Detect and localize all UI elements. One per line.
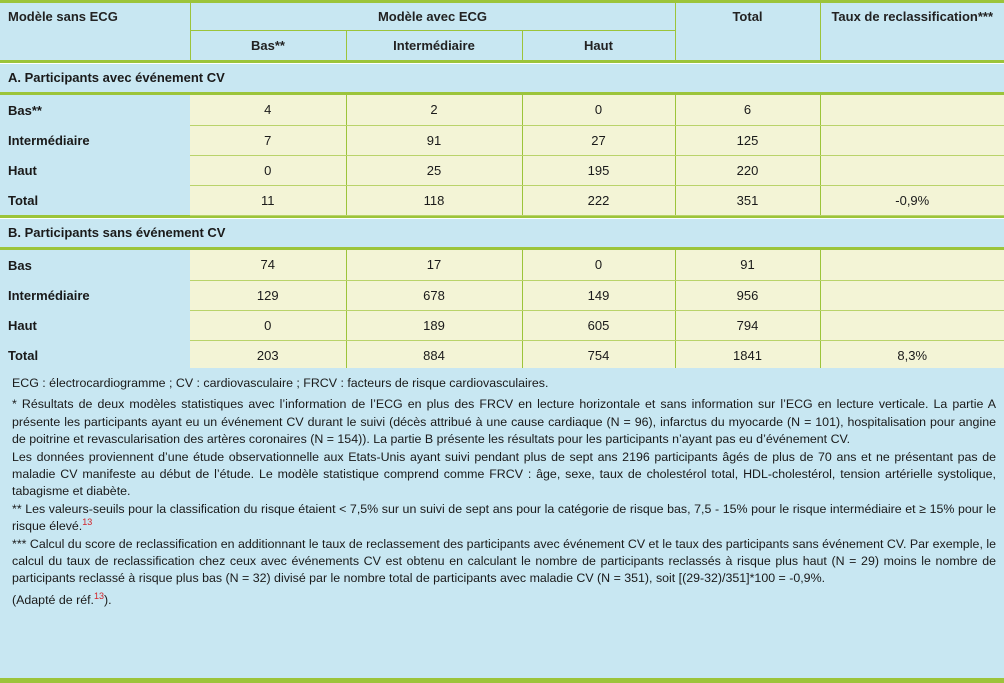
footnote-data-source: Les données proviennent d’une étude observationnelle aux Etats-Unis ayant suivi pendant plus de sept ans 2196 participants âgés de plus de 70 ans et ne présentant pas de maladie CV manifeste au début de l’étude. Le modèle statistique comprend comme FRCV : âge, sexe, taux de cholestérol total, HDL-cholestérol, tension artérielle systolique, tabagisme et diabète.: [12, 449, 996, 499]
cell-low: 74: [190, 250, 346, 280]
header-sub-low: Bas**: [190, 30, 346, 60]
cell-total: 1841: [675, 340, 820, 370]
row-label: Haut: [0, 155, 190, 185]
header-sub-intermediate: Intermédiaire: [346, 30, 522, 60]
footnote-adapted: [12, 592, 996, 609]
table-row: [0, 310, 1004, 340]
row-label: Total: [0, 340, 190, 370]
table-row: [0, 250, 1004, 280]
footnote-star-2-text: ** Les valeurs-seuils pour la classification du risque étaient < 7,5% sur un suivi de sept ans pour la catégorie de risque bas, 7,5 - 15% pour le risque intermédiaire et ≥ 15% pour le risque élevé.: [12, 501, 996, 534]
cell-rate: [820, 280, 1004, 310]
footnote-abbreviations: ECG : électrocardiogramme ; CV : cardiovasculaire ; FRCV : facteurs de risque cardiovasculaires.: [12, 376, 549, 390]
cell-low: 0: [190, 155, 346, 185]
table-row: [0, 155, 1004, 185]
row-label: Bas**: [0, 95, 190, 125]
cell-high: 0: [522, 95, 675, 125]
cell-rate: -0,9%: [820, 185, 1004, 215]
adapted-suffix: ).: [103, 592, 112, 607]
footnote-star-2: [12, 501, 996, 536]
cell-total: 220: [675, 155, 820, 185]
cell-total: 956: [675, 280, 820, 310]
cell-total: 91: [675, 250, 820, 280]
reference-link-13[interactable]: 13: [93, 590, 104, 601]
header-model-with-ecg: Modèle avec ECG: [190, 3, 675, 30]
cell-low: 7: [190, 125, 346, 155]
footnote-star-3: *** Calcul du score de reclassification en additionnant le taux de reclassement des participants avec événement CV et le taux des participants sans événement CV. Par exemple, le calcul du taux de reclassification chez ceux avec événements CV est obtenu en calculant le nombre de participants reclassés à risque plus haut (N = 29) moins le nombre de participants reclassé à risque plus bas (N = 32) divisé par le nombre total de participants avec maladie CV (N = 351), soit [(29-32)/351]*100 = -0,9%.: [12, 536, 996, 586]
cell-high: 0: [522, 250, 675, 280]
cell-high: 605: [522, 310, 675, 340]
header-sub-high: Haut: [522, 30, 675, 60]
cell-intermediate: 118: [346, 185, 522, 215]
cell-low: 203: [190, 340, 346, 370]
cell-intermediate: 2: [346, 95, 522, 125]
cell-low: 0: [190, 310, 346, 340]
table-row-total: [0, 185, 1004, 215]
cell-high: 27: [522, 125, 675, 155]
cell-rate: [820, 310, 1004, 340]
cell-rate: 8,3%: [820, 340, 1004, 370]
table-row: [0, 125, 1004, 155]
cell-total: 351: [675, 185, 820, 215]
header-row-1: [0, 3, 1004, 30]
header-model-without-ecg: Modèle sans ECG: [8, 9, 118, 24]
cell-rate: [820, 155, 1004, 185]
cell-intermediate: 189: [346, 310, 522, 340]
cell-intermediate: 17: [346, 250, 522, 280]
bottom-rule: [0, 678, 1004, 683]
adapted-prefix: (Adapté de réf.: [12, 592, 94, 607]
row-label: Haut: [0, 310, 190, 340]
table-row-total: [0, 340, 1004, 370]
table-row: [0, 95, 1004, 125]
row-label: Intermédiaire: [0, 125, 190, 155]
cell-low: 129: [190, 280, 346, 310]
cell-high: 222: [522, 185, 675, 215]
cell-total: 6: [675, 95, 820, 125]
row-label: Intermédiaire: [0, 280, 190, 310]
cell-low: 11: [190, 185, 346, 215]
row-label: Bas: [0, 250, 190, 280]
reference-link-13[interactable]: 13: [82, 517, 93, 528]
cell-intermediate: 25: [346, 155, 522, 185]
cell-total: 794: [675, 310, 820, 340]
cell-high: 195: [522, 155, 675, 185]
cell-total: 125: [675, 125, 820, 155]
table-row: [0, 280, 1004, 310]
cell-intermediate: 91: [346, 125, 522, 155]
row-label: Total: [0, 185, 190, 215]
header-reclassification-rate: Taux de reclassification***: [820, 3, 1004, 60]
footnote-star-1: * Résultats de deux modèles statistiques avec l’information de l’ECG en plus des FRCV en lecture horizontale et sans information sur l’ECG en lecture verticale. La partie A présente les participants ayant eu un événement CV durant le suivi (décès attribué à une cause cardiaque (N = 96), infarctus du myocarde (N = 101), hospitalisation pour angine de poitrine et revascularisation des artères coronaires (N = 154)). La partie B présente les résultats pour les participants n’ayant pas eu d’événement CV.: [12, 397, 996, 447]
section-b-title: B. Participants sans événement CV: [0, 218, 1004, 247]
cell-rate: [820, 125, 1004, 155]
table-footnotes: [0, 368, 1004, 683]
section-a-title: A. Participants avec événement CV: [0, 63, 1004, 92]
cell-high: 754: [522, 340, 675, 370]
cell-rate: [820, 250, 1004, 280]
cell-high: 149: [522, 280, 675, 310]
cell-intermediate: 678: [346, 280, 522, 310]
cell-rate: [820, 95, 1004, 125]
header-total: Total: [675, 3, 820, 60]
reclassification-table: [0, 3, 1004, 371]
cell-intermediate: 884: [346, 340, 522, 370]
cell-low: 4: [190, 95, 346, 125]
